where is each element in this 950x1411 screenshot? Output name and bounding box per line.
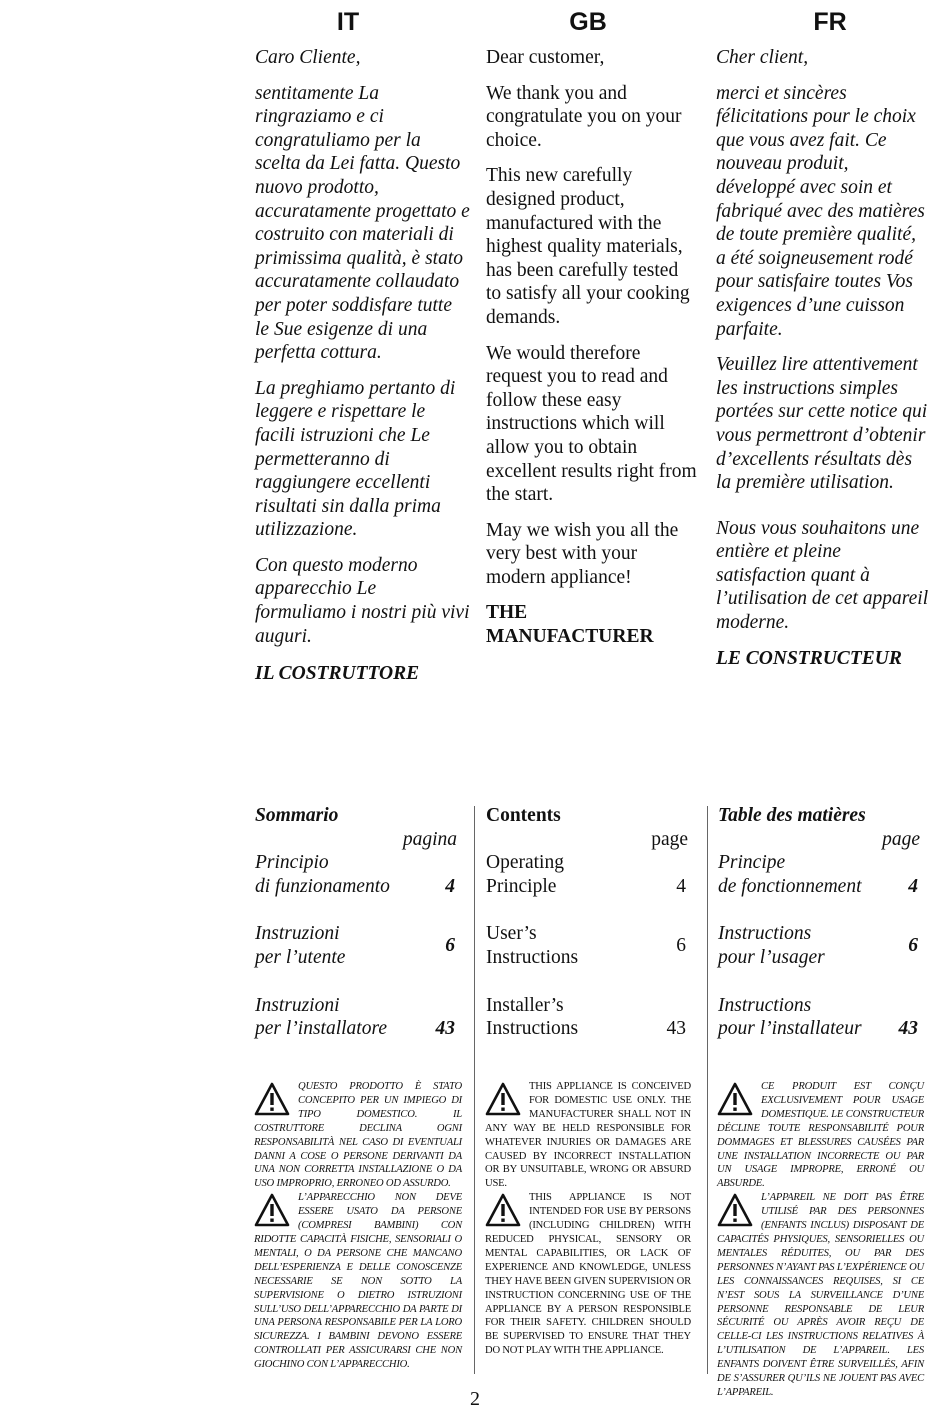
toc-page-label-gb: page — [651, 828, 688, 850]
warning-triangle-icon — [254, 1193, 290, 1227]
toc-entry-label: Instruzioni — [255, 923, 340, 945]
toc-entry-label: Principio — [255, 852, 329, 874]
intro-it — [255, 46, 470, 686]
toc-title-fr: Table des matières — [718, 805, 866, 826]
toc-entry-label: per l’utente — [255, 946, 346, 968]
toc-it — [255, 804, 461, 1041]
paragraph-fr-2: Veuillez lire attentivement les instructions simples portées sur cette notice qui vous permettront d’obtenir d’excellents résultats dès la première utilisation. — [716, 354, 928, 494]
warning-block — [485, 1191, 691, 1358]
lang-header-it: IT — [336, 8, 360, 36]
paragraph-it-3: Con questo moderno apparecchio Le formuliamo i nostri più vivi auguri. — [255, 554, 470, 647]
toc-entry — [255, 994, 461, 1041]
paragraph-gb-1: We thank you and congratulate you on your choice. — [486, 82, 682, 151]
toc-entry-label: Instruzioni — [255, 994, 340, 1016]
toc-page-label-it: pagina — [402, 828, 457, 850]
warning-text: CE PRODUIT EST CONÇU EXCLUSIVEMENT POUR USAGE DOMESTIQUE. LE CONSTRUCTEUR DÉCLINE TOUTE RESPONSABILITÉ POUR DOMMAGES ET BLESSURES CAUSÉES PAR UNE INSTALLATION INCORRECTE OU PAR UN USAGE IMPROPRE, ERRONÉ OU ABSURDE. — [717, 1081, 924, 1190]
toc-entry-label: de fonctionnement — [718, 875, 862, 897]
warning-block — [485, 1080, 691, 1191]
warning-text: L’APPARECCHIO NON DEVE ESSERE USATO DA PERSONE (COMPRESI BAMBINI) CON RIDOTTE CAPACITÀ FISICHE, SENSORIALI O MENTALI, O DA PERSONE CHE MANCANO DELL’ESPERIENZA E DELLE CONOSCENZE NECESSARIE SE NON SOTTO LA SUPERVISIONE O DIETRO ISTRUZIONI SULL’USO DELL’APPARECCHIO DA PARTE DI UNA PERSONA RESPONSABILE PER LA LORO SICUREZZA. I BAMBINI DEVONO ESSERE CONTROLLATI PER ASSICURARSI CHE NON GIOCHINO CON L’APPARECCHIO. — [254, 1192, 462, 1371]
intro-fr — [716, 46, 930, 670]
warning-triangle-icon — [717, 1193, 753, 1227]
paragraph-fr-3: Nous vous souhaitons une entière et pleine satisfaction quant à l’utilisation de cet appareil moderne. — [716, 517, 929, 634]
toc-entry — [718, 994, 924, 1041]
toc-entry-label: pour l’usager — [718, 946, 825, 968]
toc-entry — [486, 922, 692, 969]
toc-entry-label: Installer’s — [486, 994, 564, 1016]
paragraph-fr-1: merci et sincères félicitations pour le choix que vous avez fait. Ce nouveau produit, développé avec soin et fabriqué avec des matières de toute première qualité, a été soigneusement rodé pour satisfaire toutes Vos exigences d’une cuisson parfaite. — [716, 82, 925, 340]
toc-entry-label: Instructions — [718, 923, 812, 945]
greeting-it: Caro Cliente, — [255, 47, 361, 68]
toc-entry-page: 43 — [435, 1018, 455, 1040]
toc-entry-label: Instructions — [486, 946, 579, 968]
paragraph-it-1: sentitamente La ringraziamo e ci congratuliamo per la scelta da Lei fatta. Questo nuovo prodotto, accuratamente progettato e costruito con materiali di primissima qualità, è stato accuratamente collaudato per poter soddisfare tutte le Sue esigenze di una perfetta cottura. — [255, 82, 470, 364]
warning-block — [717, 1080, 924, 1191]
warning-text: THIS APPLIANCE IS CONCEIVED FOR DOMESTIC USE ONLY. THE MANUFACTURER SHALL NOT IN ANY WAY BE HELD RESPONSIBLE FOR WHATEVER INJURIES OR DAMAGES ARE CAUSED BY INCORRECT INSTALLATION OR BY UNSUITABLE, WRONG OR ABSURD USE. — [485, 1081, 691, 1190]
toc-title-it: Sommario — [255, 805, 339, 826]
greeting-gb: Dear customer, — [486, 47, 605, 68]
toc-entry-page: 6 — [908, 935, 918, 957]
warnings-it — [254, 1080, 462, 1372]
page-number: 2 — [470, 1388, 480, 1410]
toc-entry — [718, 851, 924, 898]
toc-gb — [486, 804, 692, 1041]
column-divider — [707, 806, 708, 1374]
warnings-fr — [717, 1080, 924, 1400]
toc-entry-page: 4 — [908, 875, 918, 897]
signature-gb: THE MANUFACTURER — [486, 602, 654, 648]
warning-triangle-icon — [717, 1082, 753, 1116]
toc-entry — [718, 922, 924, 969]
paragraph-gb-3: We would therefore request you to read and follow these easy instructions which will allow you to obtain excellent results right from the start. — [486, 342, 697, 506]
toc-entry-label: Instructions — [718, 994, 812, 1016]
toc-entry-label: Principe — [718, 852, 786, 874]
toc-entry — [255, 922, 461, 969]
signature-it: IL COSTRUTTORE — [255, 663, 420, 685]
toc-entry-label: User’s — [486, 923, 537, 945]
toc-entry-label: Principle — [486, 875, 557, 897]
warning-text: L’APPAREIL NE DOIT PAS ÊTRE UTILISÉ PAR DES PERSONNES (ENFANTS INCLUS) DISPOSANT DE CAPACITÉS PHYSIQUES, SENSORIELLES OU MENTALES RÉDUITES, OU PAR DES PERSONNES N’AYANT PAS L’EXPÉRIENCE OU LES CONNAISSANCES REQUISES, SI CE N’EST SOUS LA SURVEILLANCE D’UNE PERSONNE RESPONSABLE DE LEUR SÉCURITÉ OU APRÈS AVOIR REÇU DE CELLE-CI LES INSTRUCTIONS RELATIVES À L’UTILISATION DE L’APPAREIL. LES ENFANTS DOIVENT ÊTRE SURVEILLÉS, AFIN DE S’ASSURER QU’ILS NE JOUENT PAS AVEC L’APPAREIL. — [717, 1192, 924, 1398]
intro-gb — [486, 46, 698, 649]
lang-header-fr: FR — [813, 8, 847, 36]
warning-triangle-icon — [485, 1082, 521, 1116]
toc-entry-page: 6 — [676, 935, 686, 957]
signature-fr: LE CONSTRUCTEUR — [716, 647, 902, 669]
toc-page-label-fr: page — [882, 828, 920, 850]
paragraph-gb-2: This new carefully designed product, manufactured with the highest quality materials, has been carefully tested to satisfy all your cooking demands. — [486, 165, 690, 328]
toc-entry-page: 43 — [666, 1018, 686, 1040]
toc-entry-page: 4 — [676, 875, 686, 897]
toc-fr — [718, 804, 924, 1041]
warning-block — [254, 1191, 462, 1372]
paragraph-it-2: La preghiamo pertanto di leggere e rispettare le facili istruzioni che Le permetteranno di raggiungere eccellenti risultati sin dalla prima utilizzazione. — [255, 377, 456, 541]
toc-entry — [486, 994, 692, 1041]
toc-entry-label: pour l’installateur — [718, 1018, 862, 1040]
toc-entry-label: Operating — [486, 852, 564, 874]
column-divider — [474, 806, 475, 1374]
warning-text: THIS APPLIANCE IS NOT INTENDED FOR USE BY PERSONS (INCLUDING CHILDREN) WITH REDUCED PHYSICAL, SENSORY OR MENTAL CAPABILITIES, OR LACK OF EXPERIENCE AND KNOWLEDGE, UNLESS THEY HAVE BEEN GIVEN SUPERVISION OR INSTRUCTION CONCERNING USE OF THE APPLIANCE BY A PERSON RESPONSIBLE FOR THEIR SAFETY. CHILDREN SHOULD BE SUPERVISED TO ENSURE THAT THEY DO NOT PLAY WITH THE APPLIANCE. — [485, 1192, 691, 1357]
lang-header-gb: GB — [569, 8, 607, 36]
warning-triangle-icon — [485, 1193, 521, 1227]
toc-entry-page: 6 — [445, 935, 455, 957]
greeting-fr: Cher client, — [716, 47, 809, 68]
warning-block — [717, 1191, 924, 1400]
toc-title-gb: Contents — [486, 805, 561, 826]
toc-entry-page: 4 — [445, 875, 455, 897]
paragraph-gb-4: May we wish you all the very best with your modern appliance! — [486, 519, 679, 588]
toc-entry — [255, 851, 461, 898]
toc-entry-label: di funzionamento — [255, 875, 390, 897]
toc-entry — [486, 851, 692, 898]
toc-entry-label: per l’installatore — [255, 1018, 387, 1040]
warning-block — [254, 1080, 462, 1191]
toc-entry-label: Instructions — [486, 1018, 579, 1040]
warning-triangle-icon — [254, 1082, 290, 1116]
toc-entry-page: 43 — [898, 1018, 918, 1040]
warning-text: QUESTO PRODOTTO È STATO CONCEPITO PER UN IMPIEGO DI TIPO DOMESTICO. IL COSTRUTTORE DECLINA OGNI RESPONSABILITÀ NEL CASO DI EVENTUALI DANNI A COSE O PERSONE DERIVANTI DA UNA NON CORRETTA INSTALLAZIONE O DA USO IMPROPRIO, ERRONEO OD ASSURDO. — [254, 1081, 462, 1190]
warnings-gb — [485, 1080, 691, 1358]
